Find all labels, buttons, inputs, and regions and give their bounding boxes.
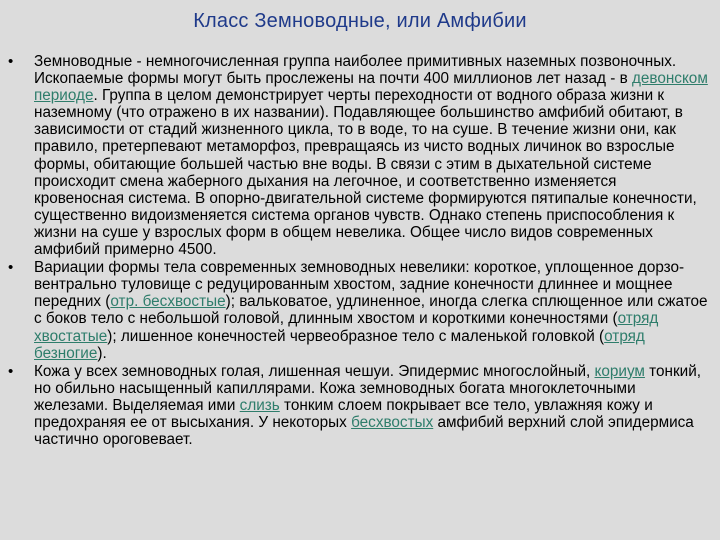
paragraph-text-segment: тонкий, но обильно насыщенный капиллярами. Кожа земноводных богата многоклеточными железами. Выделяемая ими — [34, 362, 702, 414]
bullet-marker: • — [8, 259, 14, 277]
paragraph-text-segment: тонким слоем покрывает все тело, увлажняя кожу и предохраняя ее от высыхания. У некоторых — [34, 396, 653, 431]
link-mucus[interactable]: слизь — [239, 396, 280, 414]
paragraph-text-segment: Кожа у всех земноводных голая, лишенная чешуи. Эпидермис многослойный, — [34, 362, 595, 380]
page-title: Класс Земноводные, или Амфибии — [193, 10, 527, 32]
bullet-paragraph — [8, 53, 708, 258]
bullet-list — [8, 53, 708, 448]
paragraph-text-segment: ). — [97, 344, 107, 362]
bullet-marker: • — [8, 362, 14, 380]
bullet-paragraph — [8, 363, 708, 448]
link-order-anura[interactable]: отр. бесхвостые — [110, 293, 226, 311]
paragraph-text-segment: . Группа в целом демонстрирует черты переходности от водного образа жизни к наземному (что отражено в их названии). Подавляющее большинство амфибий обитают, в зависимости от стадий жизненного цикла, то в воде, то на суше. В течение жизни они, как правило, претерпевают метаморфоз, превращаясь из чисто водных личинок во взрослые формы, обитающие большей частью вне воды. В связи с этим в дыхательной системе происходит смена жаберного дыхания на легочное, и соответственно изменяется кровеносная система. В опорно-двигательной системе формируются пятипалые конечности, существенно видоизменяется система органов чувств. Однако степень приспособления к жизни на суше у взрослых форм в общем невелика. Общее число видов современных амфибий примерно 4500. — [34, 87, 697, 259]
link-order-apoda[interactable]: отряд безногие — [34, 327, 645, 362]
paragraph-text-segment: амфибий верхний слой эпидермиса частично ороговевает. — [34, 413, 694, 449]
link-devonian-period[interactable]: девонском периоде — [34, 70, 708, 105]
link-corium[interactable]: кориум — [594, 362, 645, 380]
paragraph-text-segment: Вариации формы тела современных земноводных невелики: короткое, уплощенное дорзо-вентрально туловище с редуцированным хвостом, задние конечности длиннее и мощнее передних ( — [34, 259, 685, 311]
paragraph-text-segment: ); лишенное конечностей червеобразное тело с маленькой головкой ( — [107, 327, 605, 345]
paragraph-text-segment: Земноводные - немногочисленная группа наиболее примитивных наземных позвоночных. Ископаемые формы могут быть прослежены на почти 400 миллионов лет назад - в — [34, 53, 677, 88]
link-order-caudata[interactable]: отряд хвостатые — [34, 310, 659, 345]
link-anura[interactable]: бесхвостых — [351, 413, 434, 431]
paragraph-text-segment: ); вальковатое, удлиненное, иногда слегка сплющенное или сжатое с боков тело с небольшой головой, длинным хвостом и короткими конечностями ( — [34, 293, 708, 328]
bullet-paragraph — [8, 259, 708, 362]
bullet-marker: • — [8, 53, 14, 70]
